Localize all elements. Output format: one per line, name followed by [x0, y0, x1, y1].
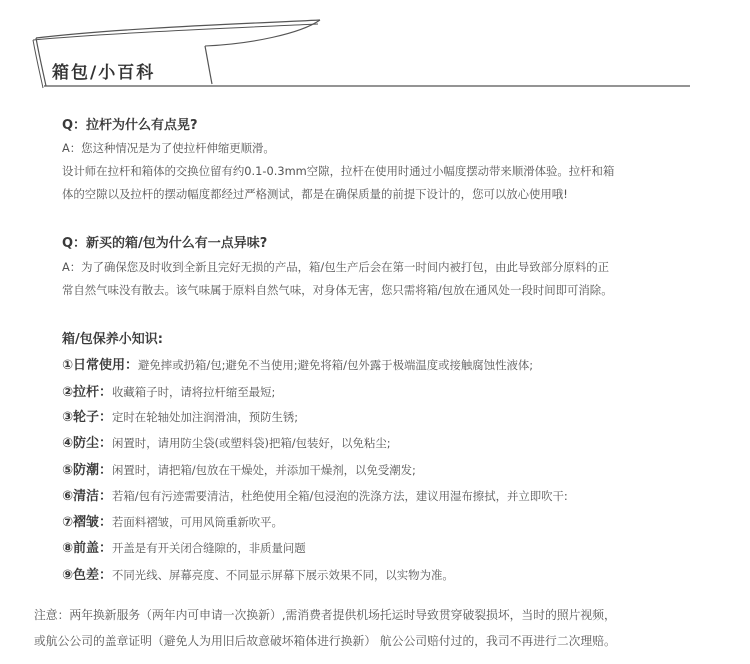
page-title: 箱包/小百科 — [52, 63, 156, 83]
care-item-text: 开盖是有开关闭合缝隙的，非质量问题 — [112, 541, 306, 555]
care-item-text: 若箱/包有污迹需要清洁，杜绝使用全箱/包浸泡的洗涤方法，建议用湿布擦拭，并立即吹干: — [112, 489, 568, 503]
care-item-text: 闲置时，请用防尘袋(或塑料袋)把箱/包装好，以免粘尘; — [112, 436, 391, 450]
answer-1-line-1: A：您这种情况是为了使拉杆伸缩更顺滑。 — [62, 141, 275, 155]
answer-1-line-3: 体的空隙以及拉杆的摆动幅度都经过严格测试，都是在确保质量的前提下设计的，您可以放心使用哦! — [62, 187, 568, 201]
care-item — [62, 354, 533, 373]
care-item-label: ⑦褶皱： — [62, 515, 113, 530]
care-item — [62, 485, 568, 504]
answer-1-line-2: 设计师在拉杆和箱体的交换位留有约0.1-0.3mm空隙，拉杆在使用时通过小幅度摆动带来顺滑体验。拉杆和箱 — [62, 164, 615, 178]
care-item — [62, 432, 391, 451]
care-title: 箱/包保养小知识: — [62, 332, 163, 347]
care-item-label: ②拉杆： — [62, 385, 113, 400]
care-item — [62, 537, 306, 556]
header-frame-icon — [0, 0, 750, 100]
care-item-text: 收藏箱子时，请将拉杆缩至最短; — [112, 385, 276, 399]
care-item-label: ⑥清洁： — [62, 489, 113, 504]
care-item-label: ⑤防潮： — [62, 463, 113, 478]
care-item-text: 闲置时，请把箱/包放在干燥处，并添加干燥剂，以免受潮发; — [112, 463, 416, 477]
care-item-label: ①日常使用： — [62, 358, 139, 373]
care-item — [62, 406, 298, 425]
care-item-label: ⑧前盖： — [62, 541, 113, 556]
care-item-label: ⑨色差： — [62, 568, 113, 583]
question-1: Q：拉杆为什么有点晃? — [62, 118, 198, 133]
answer-2-line-1: A：为了确保您及时收到全新且完好无损的产品，箱/包生产后会在第一时间内被打包，由此导致部分原料的正 — [62, 260, 609, 274]
care-item-text: 避免摔或扔箱/包;避免不当使用;避免将箱/包外露于极端温度或接触腐蚀性液体; — [138, 358, 534, 372]
care-item — [62, 564, 454, 583]
care-item-text: 定时在轮轴处加注润滑油，预防生锈; — [112, 410, 299, 424]
care-item — [62, 381, 275, 400]
question-2: Q：新买的箱/包为什么有一点异味? — [62, 236, 268, 251]
note-line-2: 或航公公司的盖章证明（避免人为用旧后故意破坏箱体进行换新） 航公公司赔付过的，我司不再进行二次理赔。 — [34, 634, 616, 648]
answer-2-line-2: 常自然气味没有散去。该气味属于原料自然气味，对身体无害，您只需将箱/包放在通风处一段时间即可消除。 — [62, 283, 613, 297]
care-item-text: 不同光线、屏幕亮度、不同显示屏幕下展示效果不同，以实物为准。 — [112, 568, 454, 582]
section-header — [0, 0, 750, 100]
care-item — [62, 459, 416, 478]
care-item — [62, 511, 283, 530]
care-item-text: 若面料褶皱，可用风筒重新吹平。 — [112, 515, 283, 529]
note-line-1: 注意：两年换新服务（两年内可申请一次换新）,需消费者提供机场托运时导致贯穿破裂损坏，当时的照片视频， — [34, 608, 616, 622]
care-item-label: ④防尘： — [62, 436, 113, 451]
care-item-label: ③轮子： — [62, 410, 113, 425]
